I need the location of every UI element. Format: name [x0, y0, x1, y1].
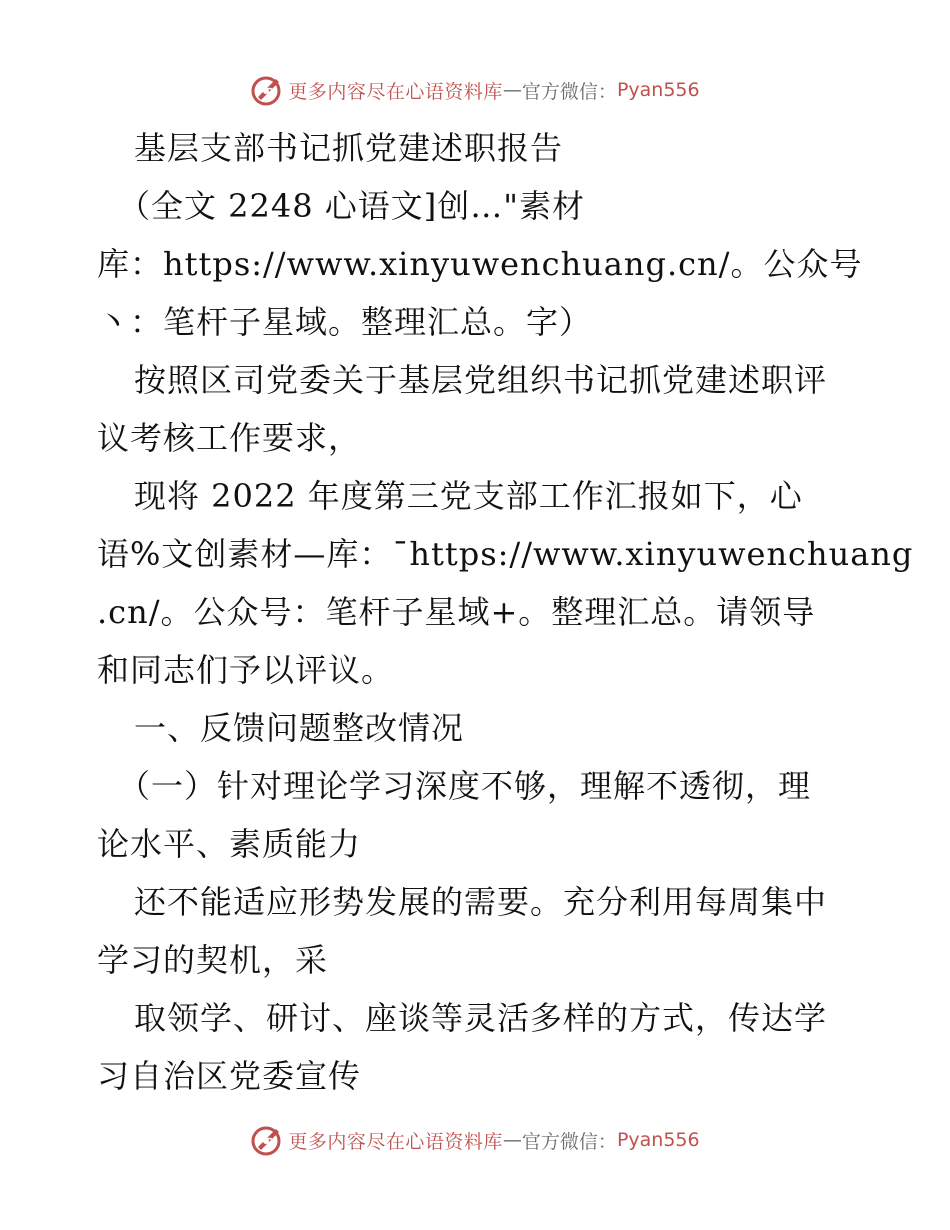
- paragraph-line: 和同志们予以评议。: [97, 651, 395, 689]
- banner-separator: —: [502, 1129, 522, 1151]
- paragraph-line: 还不能适应形势发展的需要。充分利用每周集中: [134, 883, 828, 921]
- subsection-heading: （一）针对理论学习深度不够，理解不透彻，理: [118, 767, 812, 805]
- paragraph-line: 学习的契机，采: [97, 941, 329, 979]
- banner-wechat-label: 官方微信：: [521, 80, 617, 103]
- footer-banner: [0, 1122, 950, 1158]
- banner-wechat-id: Pyan556: [616, 1129, 700, 1151]
- paragraph-line: 现将 2022 年度第三党支部工作汇报如下，心: [134, 477, 803, 515]
- paragraph-line: （全文 2248 心语文]创…"素材: [118, 187, 585, 225]
- banner-wechat-id: Pyan556: [616, 79, 700, 101]
- banner-wechat-label: 官方微信：: [521, 1130, 617, 1153]
- banner-separator: —: [502, 79, 522, 101]
- paragraph-line: 议考核工作要求，: [97, 419, 362, 457]
- document-title: 基层支部书记抓党建述职报告: [134, 129, 564, 167]
- paragraph-line: 取领学、研讨、座谈等灵活多样的方式，传达学: [134, 999, 828, 1037]
- paragraph-line: 丶：笔杆子星域。整理汇总。字）: [97, 303, 593, 341]
- header-banner: [0, 72, 950, 108]
- paragraph-line: 习自治区党委宣传: [97, 1057, 362, 1095]
- banner-title: 更多内容尽在心语资料库: [288, 80, 503, 103]
- paragraph-line: 库：https://www.xinyuwenchuang.cn/。公众号: [97, 245, 863, 283]
- paragraph-line: .cn/。公众号：笔杆子星域+。整理汇总。请领导: [97, 593, 816, 631]
- paragraph-line: 论水平、素质能力: [97, 825, 362, 863]
- banner-title: 更多内容尽在心语资料库: [288, 1130, 503, 1153]
- paragraph-line: 语%文创素材—库：¯https://www.xinyuwenchuang: [97, 535, 914, 573]
- section-heading: 一、反馈问题整改情况: [134, 709, 465, 747]
- quill-pen-seal-icon: [250, 1123, 284, 1157]
- quill-pen-seal-icon: [250, 73, 284, 107]
- paragraph-line: 按照区司党委关于基层党组织书记抓党建述职评: [134, 361, 828, 399]
